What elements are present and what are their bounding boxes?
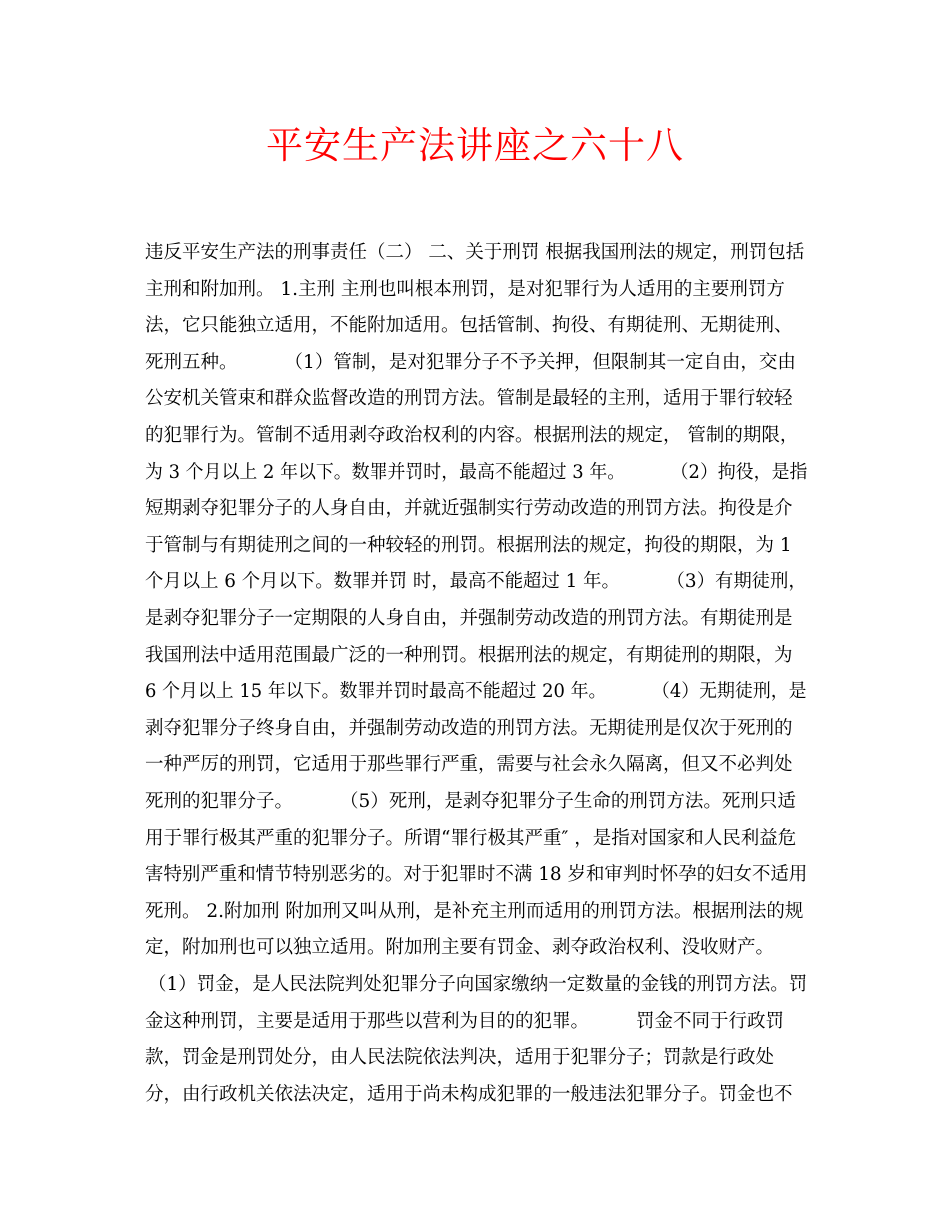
body-line: 短期剥夺犯罪分子的人身自由，并就近强制实行劳动改造的刑罚方法。拘役是介 bbox=[145, 498, 793, 520]
body-line: 于管制与有期徒刑之间的一种较轻的刑罚。根据刑法的规定，拘役的期限，为 1 bbox=[145, 534, 792, 556]
body-line: 主刑和附加刑。 1.主刑 主刑也叫根本刑罚，是对犯罪行为人适用的主要刑罚方 bbox=[145, 278, 785, 300]
body-line: 定，附加刑也可以独立适用。附加刑主要有罚金、剥夺政治权利、没收财产。 bbox=[145, 937, 775, 959]
body-line: 一种严厉的刑罚，它适用于那些罪行严重，需要与社会永久隔离，但又不必判处 bbox=[145, 754, 793, 776]
body-line: 个月以上 6 个月以下。数罪并罚 时，最高不能超过 1 年。 （3）有期徒刑， bbox=[145, 571, 807, 593]
body-line: 款，罚金是刑罚处分，由人民法院依法判决，适用于犯罪分子；罚款是行政处 bbox=[145, 1047, 775, 1069]
body-line: 死刑的犯罪分子。 （5）死刑，是剥夺犯罪分子生命的刑罚方法。死刑只适 bbox=[145, 791, 796, 812]
body-line: 金这种刑罚，主要是适用于那些以营利为目的的犯罪。 罚金不同于行政罚 bbox=[145, 1010, 785, 1032]
body-line: 死刑五种。 （1）管制，是对犯罪分子不予关押，但限制其一定自由，交由 bbox=[145, 351, 796, 373]
body-line: 是剥夺犯罪分子一定期限的人身自由，并强制劳动改造的刑罚方法。有期徒刑是 bbox=[145, 608, 793, 629]
body-line: 法，它只能独立适用，不能附加适用。包括管制、拘役、有期徒刑、无期徒刑、 bbox=[145, 315, 793, 337]
body-line: （1）罚金，是人民法院判处犯罪分子向国家缴纳一定数量的金钱的刑罚方法。罚 bbox=[148, 974, 808, 995]
body-line: 6 个月以上 15 年以下。数罪并罚时最高不能超过 20 年。 （4）无期徒刑，是 bbox=[145, 681, 807, 703]
body-line: 违反平安生产法的刑事责任（二） 二、关于刑罚 根据我国刑法的规定，刑罚包括 bbox=[145, 242, 805, 263]
body-line: 我国刑法中适用范围最广泛的一种刑罚。根据刑法的规定，有期徒刑的期限，为 bbox=[145, 644, 793, 666]
body-line: 用于罪行极其严重的犯罪分子。所谓“罪行极其严重″ ，是指对国家和人民利益危 bbox=[145, 827, 797, 849]
body-line: 的犯罪行为。管制不适用剥夺政治权利的内容。根据刑法的规定， 管制的期限， bbox=[145, 425, 799, 446]
body-line: 害特别严重和情节特别恶劣的。对于犯罪时不满 18 岁和审判时怀孕的妇女不适用 bbox=[145, 864, 808, 886]
body-line: 分，由行政机关依法决定，适用于尚未构成犯罪的一般违法犯罪分子。罚金也不 bbox=[145, 1083, 793, 1105]
body-line: 剥夺犯罪分子终身自由，并强制劳动改造的刑罚方法。无期徒刑是仅次于死刑的 bbox=[145, 717, 793, 739]
body-line: 为 3 个月以上 2 年以下。数罪并罚时，最高不能超过 3 年。 （2）拘役，是指 bbox=[145, 461, 808, 483]
document-title: 平安生产法讲座之六十八 bbox=[266, 124, 684, 167]
body-line: 公安机关管束和群众监督改造的刑罚方法。管制是最轻的主刑，适用于罪行较轻 bbox=[145, 388, 793, 410]
body-line: 死刑。 2.附加刑 附加刑又叫从刑，是补充主刑而适用的刑罚方法。根据刑法的规 bbox=[145, 900, 804, 922]
